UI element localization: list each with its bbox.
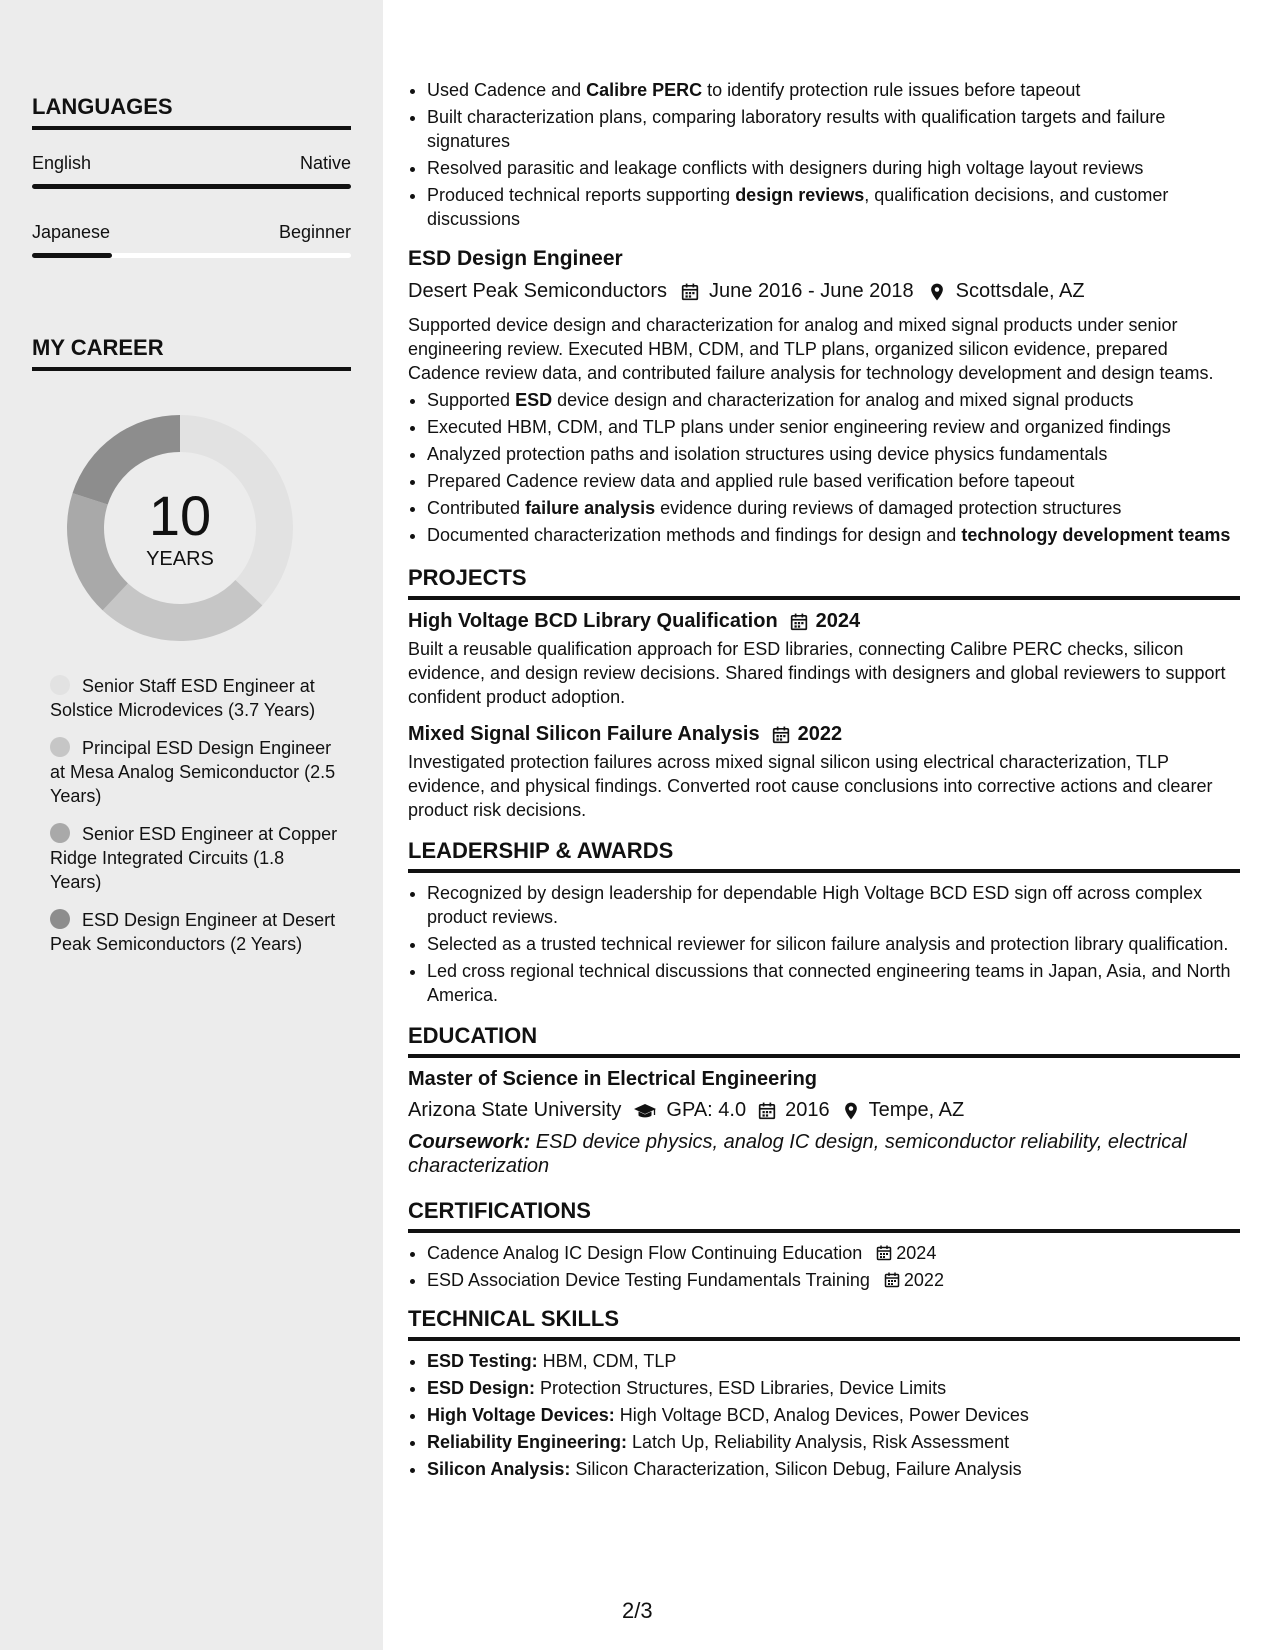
career-total-unit: YEARS [146, 547, 214, 570]
language-name: English [32, 153, 92, 173]
list-item [427, 1241, 1240, 1265]
location-pin-icon [928, 283, 946, 301]
career-total-years: 10 [148, 483, 212, 547]
graduation-cap-icon [633, 1102, 657, 1120]
skill-value: Latch Up, Reliability Analysis, Risk Assessment [627, 1432, 1010, 1452]
bullet-text: Produced technical reports supporting [427, 185, 736, 205]
bullet-text: device design and characterization for analog and mixed signal products [552, 390, 1134, 410]
skill-value: Silicon Characterization, Silicon Debug, Failure Analysis [570, 1459, 1022, 1479]
school-location: Tempe, AZ [868, 1099, 965, 1121]
language-level: Native [299, 153, 351, 173]
certifications-heading: CERTIFICATIONS [408, 1198, 1240, 1233]
skill-label: ESD Design: [427, 1378, 536, 1398]
skills-heading: TECHNICAL SKILLS [408, 1306, 1240, 1341]
leadership-heading: LEADERSHIP & AWARDS [408, 838, 1240, 873]
bullet-text: , qualification decisions, and customer discussions [427, 185, 1169, 229]
list-item [427, 1376, 1240, 1400]
skills-list [427, 1349, 1240, 1481]
bullet-text: Contributed [427, 498, 526, 518]
calendar-icon [884, 1272, 900, 1288]
project-year: 2024 [815, 610, 861, 632]
job-company: Desert Peak Semiconductors [408, 280, 668, 302]
page-number: 2/3 [622, 1598, 653, 1623]
job-title: ESD Design Engineer [408, 247, 623, 270]
list-item: • Selected as a trusted technical reviewer for silicon failure analysis and protection library qualification. [427, 932, 1240, 956]
career-legend-item [50, 674, 340, 722]
language-bar-fill [32, 184, 351, 189]
project-title [408, 610, 1240, 633]
list-item [427, 442, 1240, 466]
degree-title: Master of Science in Electrical Engineering [408, 1068, 818, 1090]
project-name: High Voltage BCD Library Qualification [408, 610, 778, 632]
career-legend-item [50, 822, 340, 894]
cert-name: • Cadence Analog IC Design Flow Continuing Education [427, 1243, 863, 1263]
calendar-icon [790, 613, 808, 631]
skill-value: Protection Structures, ESD Libraries, Device Limits [535, 1378, 947, 1398]
cert-name: • ESD Association Device Testing Fundamentals Training [427, 1270, 870, 1290]
project-description: Investigated protection failures across mixed signal silicon using electrical characterization, TLP evidence, and physical findings. Converted root cause conclusions into corrective actions and clearer product risk decisions. [408, 752, 1213, 820]
list-item [427, 1268, 1240, 1292]
education-meta [408, 1099, 1240, 1122]
career-legend-label: Senior ESD Engineer at Copper Ridge Integrated Circuits (1.8 Years) [50, 824, 338, 892]
language-bar-english [32, 184, 351, 189]
list-item [427, 415, 1240, 439]
languages-heading: LANGUAGES [32, 94, 351, 130]
list-item [427, 523, 1240, 547]
list-item [427, 105, 1240, 153]
bullet-bold: failure analysis [525, 498, 656, 518]
career-donut-chart [65, 413, 295, 643]
legend-dot-icon [50, 737, 70, 757]
list-item [427, 78, 1240, 102]
language-name: Japanese [32, 222, 111, 242]
certifications-list [427, 1241, 1240, 1292]
language-level: Beginner [278, 222, 351, 242]
leadership-list [427, 881, 1240, 1007]
legend-dot-icon [50, 909, 70, 929]
cert-row [427, 1241, 1240, 1265]
career-legend-label: Senior Staff ESD Engineer at Solstice Microdevices (3.7 Years) [50, 676, 316, 720]
career-donut-center [65, 413, 295, 643]
list-item [427, 1430, 1240, 1454]
list-item [427, 1457, 1240, 1481]
project-year: 2022 [797, 723, 843, 745]
list-item [427, 183, 1240, 231]
gpa: GPA: 4.0 [666, 1099, 747, 1121]
coursework [408, 1130, 1240, 1178]
skill-label: Reliability Engineering: [427, 1432, 628, 1452]
bullet-text: to identify protection rule issues before tapeout [702, 80, 1081, 100]
bullet-bold: Calibre PERC [586, 80, 703, 100]
location-pin-icon [842, 1102, 860, 1120]
language-bar-fill [32, 253, 112, 258]
bullet-text: Documented characterization methods and findings for design and [427, 525, 962, 545]
cert-year: 2022 [903, 1270, 944, 1290]
project-title [408, 723, 1240, 746]
skill-label: High Voltage Devices: [427, 1405, 615, 1425]
projects-heading: PROJECTS [408, 565, 1240, 600]
calendar-icon [681, 283, 699, 301]
coursework-text: ESD device physics, analog IC design, semiconductor reliability, electrical characterization [408, 1131, 1187, 1177]
bullet-text: Used Cadence and [427, 80, 587, 100]
cert-year: 2024 [896, 1243, 937, 1263]
project-description: Built a reusable qualification approach for ESD libraries, connecting Calibre PERC checks, silicon evidence, and design review decisions. Shared findings with designers and global reviewers to support confident product adoption. [408, 639, 1226, 707]
bullet-text: evidence during reviews of damaged protection structures [655, 498, 1122, 518]
school-name: Arizona State University [408, 1099, 622, 1121]
main-content [408, 78, 1240, 1484]
coursework-label: Coursework: [408, 1131, 531, 1153]
bullet-text: Resolved parasitic and leakage conflicts with designers during high voltage layout reviews [427, 158, 1144, 178]
bullet-text: Built characterization plans, comparing laboratory results with qualification targets and failure signatures [427, 107, 1166, 151]
sidebar [0, 0, 383, 1650]
list-item [427, 1403, 1240, 1427]
career-legend-item [50, 908, 340, 956]
job-summary: Supported device design and characterization for analog and mixed signal products under senior engineering review. Executed HBM, CDM, and TLP plans, organized silicon evidence, prepared Cadence review data, and contributed failure analysis for technology development and design teams. [408, 315, 1214, 383]
job-location: Scottsdale, AZ [955, 280, 1085, 302]
career-heading: MY CAREER [32, 335, 351, 371]
bullet-text: Executed HBM, CDM, and TLP plans under senior engineering review and organized findings [427, 417, 1171, 437]
job-dates: June 2016 - June 2018 [709, 280, 914, 302]
career-legend-label: Principal ESD Design Engineer at Mesa Analog Semiconductor (2.5 Years) [50, 738, 336, 806]
skill-value: High Voltage BCD, Analog Devices, Power Devices [614, 1405, 1029, 1425]
bullet-bold: technology development teams [961, 525, 1231, 545]
career-legend [50, 674, 340, 970]
bullet-bold: ESD [515, 390, 553, 410]
bullet-text: Analyzed protection paths and isolation structures using device physics fundamentals [427, 444, 1108, 464]
graduation-year: 2016 [785, 1099, 830, 1121]
language-row-japanese [32, 222, 351, 243]
legend-dot-icon [50, 823, 70, 843]
education-heading: EDUCATION [408, 1023, 1240, 1058]
career-legend-item [50, 736, 340, 808]
skill-value: HBM, CDM, TLP [537, 1351, 677, 1371]
list-item [427, 156, 1240, 180]
list-item [427, 388, 1240, 412]
bullet-text: Supported [427, 390, 516, 410]
language-bar-japanese [32, 253, 351, 258]
skill-label: ESD Testing: [427, 1351, 538, 1371]
language-row-english [32, 153, 351, 174]
job-bullets [427, 388, 1240, 547]
skill-label: Silicon Analysis: [427, 1459, 571, 1479]
list-item [427, 1349, 1240, 1373]
calendar-icon [772, 726, 790, 744]
list-item: • Recognized by design leadership for dependable High Voltage BCD ESD sign off across complex product reviews. [427, 881, 1240, 929]
list-item: • Led cross regional technical discussions that connected engineering teams in Japan, Asia, and North America. [427, 959, 1240, 1007]
job-meta [408, 280, 1240, 303]
bullet-bold: design reviews [735, 185, 865, 205]
prev-job-bullets [427, 78, 1240, 231]
calendar-icon [758, 1102, 776, 1120]
bullet-text: Prepared Cadence review data and applied rule based verification before tapeout [427, 471, 1075, 491]
list-item [427, 496, 1240, 520]
project-name: Mixed Signal Silicon Failure Analysis [408, 723, 760, 745]
career-legend-label: ESD Design Engineer at Desert Peak Semiconductors (2 Years) [50, 910, 336, 954]
legend-dot-icon [50, 675, 70, 695]
list-item [427, 469, 1240, 493]
cert-row [427, 1268, 1240, 1292]
calendar-icon [876, 1245, 892, 1261]
